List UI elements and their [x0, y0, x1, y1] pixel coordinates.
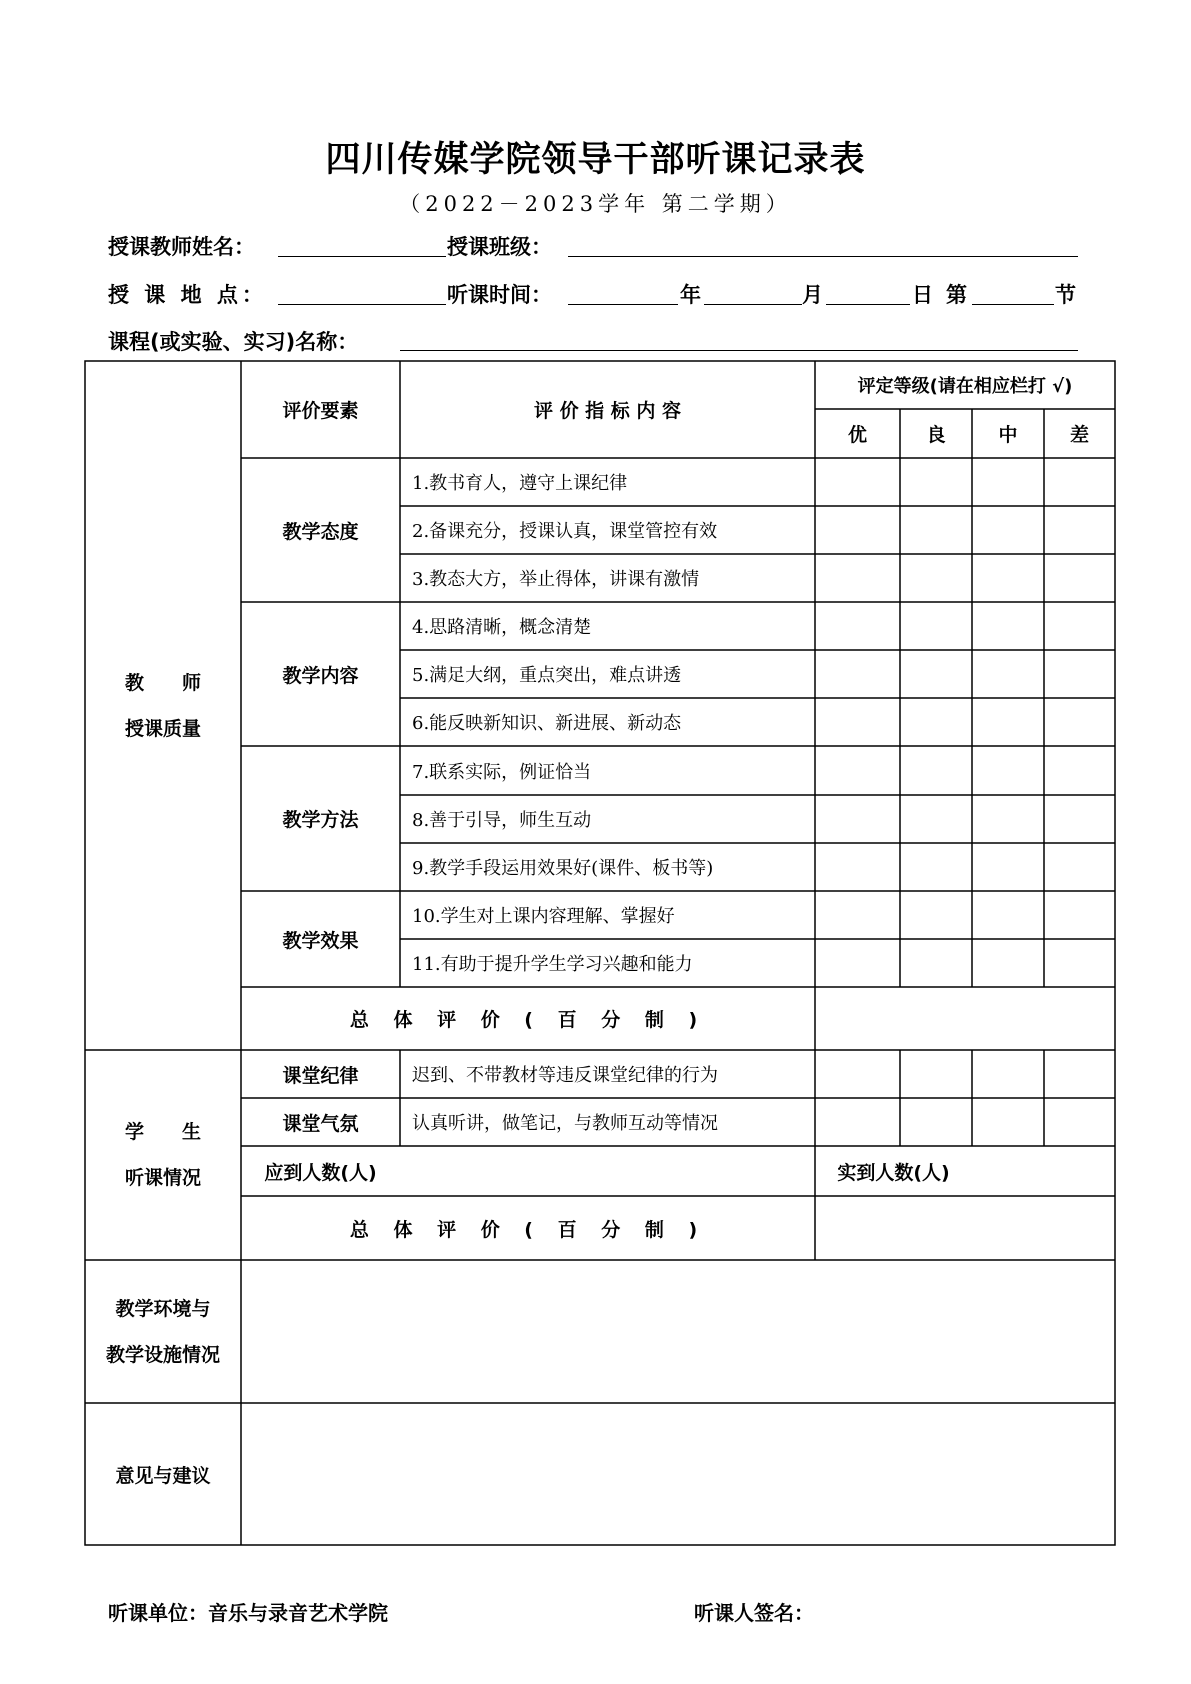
grade-poor: 差 — [1069, 424, 1089, 446]
actual-count-field[interactable] — [972, 1146, 1115, 1196]
student-criterion: 认真听讲，做笔记，与教师互动等情况 — [412, 1113, 718, 1134]
criterion-item: 11.有助于提升学生学习兴趣和能力 — [412, 954, 693, 975]
signature-label: 听课人签名： — [694, 1601, 814, 1625]
month-unit: 月 — [802, 283, 823, 307]
grade-good: 良 — [926, 424, 946, 446]
teacher-overall-label: 总 体 评 价 ( 百 分 制 ) — [349, 1009, 707, 1031]
criterion-item: 3.教态大方，举止得体，讲课有激情 — [412, 569, 700, 590]
factor-attitude: 教学态度 — [282, 520, 359, 543]
factor-atmosphere: 课堂气氛 — [282, 1112, 359, 1135]
section-student — [85, 1050, 241, 1260]
grade-excellent: 优 — [847, 424, 867, 446]
factor-discipline: 课堂纪律 — [282, 1064, 359, 1087]
teacher-name-label: 授课教师姓名： — [108, 235, 255, 259]
factor-method: 教学方法 — [282, 809, 359, 831]
col-header-factor: 评价要素 — [282, 400, 359, 422]
criterion-item: 10.学生对上课内容理解、掌握好 — [412, 906, 675, 927]
time-label: 听课时间： — [447, 283, 552, 307]
course-label: 课程(或实验、实习)名称： — [108, 330, 359, 354]
listening-unit: 听课单位：音乐与录音艺术学院 — [108, 1601, 388, 1625]
expected-count-field[interactable] — [400, 1146, 815, 1196]
col-header-content: 评 价 指 标 内 容 — [533, 400, 682, 422]
criterion-item: 7.联系实际，例证恰当 — [412, 761, 592, 783]
period-prefix: 第 — [946, 283, 967, 307]
factor-content: 教学内容 — [282, 664, 359, 687]
student-overall-score-field[interactable] — [815, 1196, 1115, 1260]
criterion-item: 6.能反映新知识、新进展、新动态 — [412, 713, 682, 734]
suggestions-field[interactable] — [241, 1403, 1115, 1545]
student-overall-label: 总 体 评 价 ( 百 分 制 ) — [349, 1218, 707, 1241]
section-suggestions: 意见与建议 — [115, 1464, 211, 1487]
semester-subtitle: （2022－2023学年 第二学期） — [399, 192, 792, 216]
criterion-item: 2.备课充分，授课认真，课堂管控有效 — [412, 521, 718, 542]
student-criterion: 迟到、不带教材等违反课堂纪律的行为 — [412, 1065, 718, 1086]
actual-count-label: 实到人数(人) — [837, 1161, 950, 1184]
criterion-item: 4.思路清晰，概念清楚 — [412, 617, 592, 638]
section-teacher-line1: 教 师 — [124, 671, 201, 694]
section-student-line2: 听课情况 — [124, 1167, 201, 1189]
env-line1: 教学环境与 — [115, 1297, 211, 1320]
section-teacher-quality — [85, 361, 241, 1050]
year-unit: 年 — [680, 283, 701, 307]
criterion-item: 1.教书育人，遵守上课纪律 — [412, 473, 628, 494]
grade-average: 中 — [998, 424, 1018, 446]
criterion-item: 9.教学手段运用效果好(课件、板书等) — [412, 858, 714, 879]
section-teacher-line2: 授课质量 — [124, 717, 201, 740]
teacher-overall-score-field[interactable] — [815, 987, 1115, 1050]
environment-field[interactable] — [241, 1260, 1115, 1403]
page-title: 四川传媒学院领导干部听课记录表 — [325, 140, 866, 180]
criterion-item: 8.善于引导，师生互动 — [412, 810, 592, 831]
class-label: 授课班级： — [447, 235, 552, 259]
day-unit: 日 — [912, 283, 933, 307]
col-header-grade: 评定等级(请在相应栏打 √) — [857, 376, 1073, 397]
expected-count-label: 应到人数(人) — [264, 1161, 377, 1184]
section-environment — [85, 1260, 241, 1403]
section-student-line1: 学 生 — [124, 1121, 201, 1143]
period-unit: 节 — [1055, 283, 1076, 307]
env-line2: 教学设施情况 — [105, 1343, 220, 1366]
place-label: 授 课 地 点： — [108, 283, 267, 307]
criterion-item: 5.满足大纲，重点突出，难点讲透 — [412, 665, 682, 686]
factor-effect: 教学效果 — [282, 929, 359, 952]
